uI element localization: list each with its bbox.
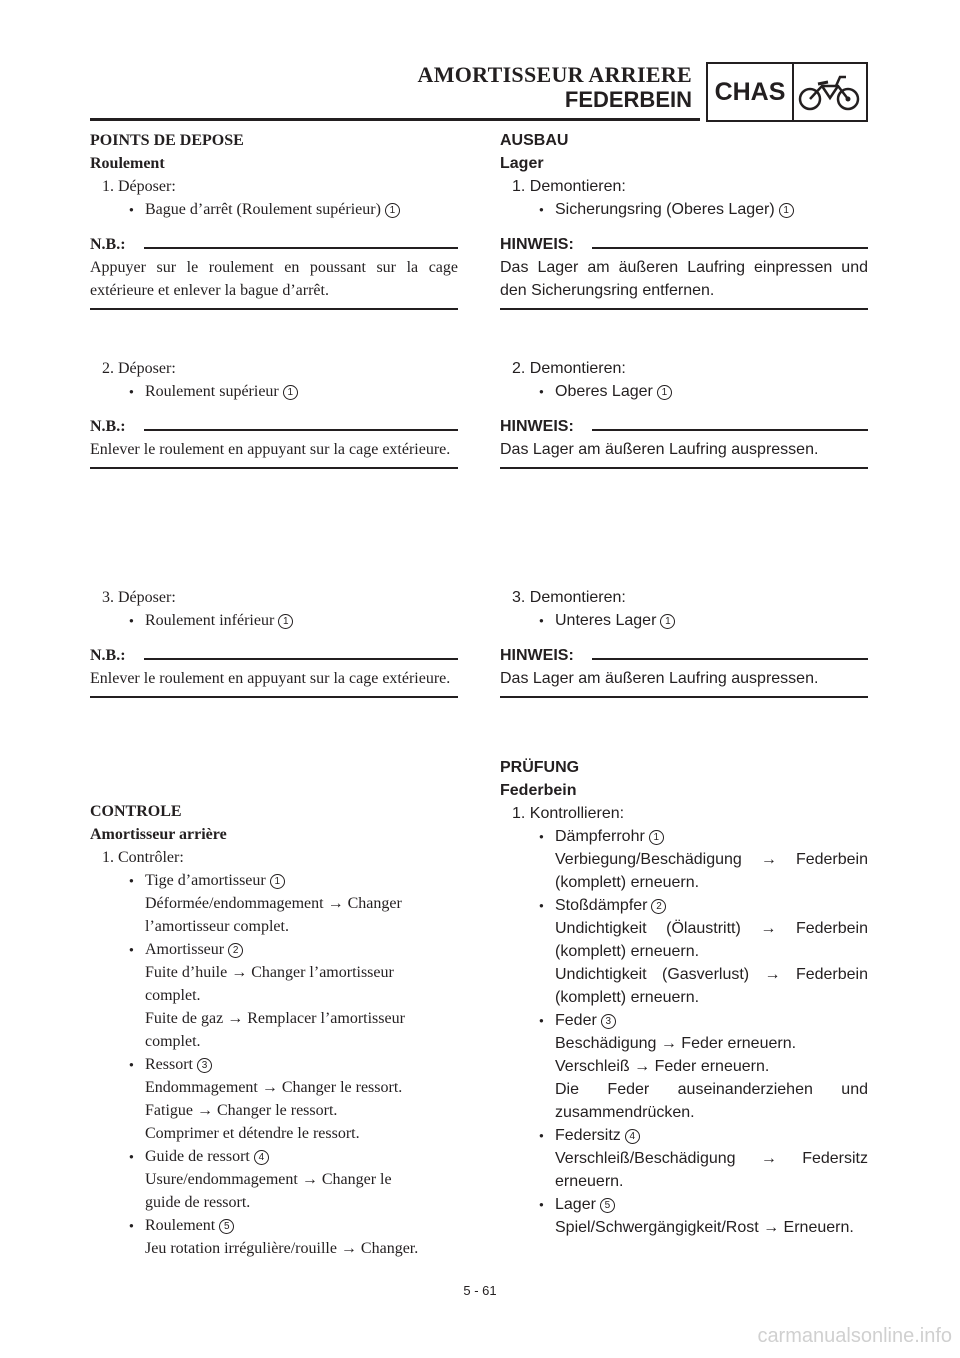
- check-text: Verschleiß → Feder erneuern.: [555, 1058, 770, 1075]
- removal-section-3: [500, 586, 868, 698]
- section-title: CONTROLE: [90, 803, 182, 820]
- check-text: Fuite de gaz → Remplacer l’amortisseur: [145, 1010, 405, 1027]
- note-text: Appuyer sur le roulement en poussant sur la cage extérieure et enlever la bague d’arrêt.: [90, 259, 458, 299]
- note-header: N.B.:: [90, 415, 458, 438]
- check-text: Jeu rotation irrégulière/rouille → Changer.: [145, 1240, 419, 1257]
- note-header: N.B.:: [90, 644, 458, 667]
- callout-number: 5: [219, 1219, 234, 1234]
- callout-number: 1: [779, 203, 794, 218]
- check-text: Undichtigkeit (Ölaustritt) → Federbein (komplett) erneuern.: [555, 920, 868, 960]
- check-text: Déformée/endommagement → Changer: [145, 895, 402, 912]
- check-section: [90, 800, 458, 1260]
- bullet-item: ● Lager 5: [500, 1193, 868, 1216]
- callout-number: 1: [649, 830, 664, 845]
- section-title: AUSBAU: [500, 132, 569, 149]
- bullet-item: ● Guide de ressort 4: [90, 1145, 458, 1168]
- bullet-item: ● Stoßdämpfer 2: [500, 894, 868, 917]
- check-text: Undichtigkeit (Gasverlust) → Federbein (komplett) erneuern.: [555, 966, 868, 1006]
- callout-number: 2: [651, 899, 666, 914]
- note-end-rule: [500, 696, 868, 698]
- callout-number: 1: [657, 385, 672, 400]
- step: 1. Kontrollieren:: [512, 805, 625, 822]
- note-text: Das Lager am äußeren Laufring einpressen und den Sicherungsring entfernen.: [500, 259, 868, 299]
- check-text: guide de ressort.: [145, 1194, 251, 1211]
- note-header: HINWEIS:: [500, 233, 868, 256]
- header-rule: [90, 118, 700, 121]
- callout-number: 4: [254, 1150, 269, 1165]
- callout-number: 1: [283, 385, 298, 400]
- check-text: complet.: [145, 1033, 201, 1050]
- check-text: Beschädigung → Feder erneuern.: [555, 1035, 797, 1052]
- check-text: Fatigue → Changer le ressort.: [145, 1102, 338, 1119]
- section-badge: [706, 62, 868, 122]
- bullet-item: ● Roulement 5: [90, 1214, 458, 1237]
- bullet-item: ● Oberes Lager 1: [500, 380, 868, 403]
- section-subtitle: Amortisseur arrière: [90, 826, 227, 843]
- callout-number: 1: [270, 874, 285, 889]
- bullet-item: ● Tige d’amortisseur 1: [90, 869, 458, 892]
- check-text: Usure/endommagement → Changer le: [145, 1171, 392, 1188]
- bullet-item: ● Sicherungsring (Oberes Lager) 1: [500, 198, 868, 221]
- note-header: HINWEIS:: [500, 415, 868, 438]
- callout-number: 3: [197, 1058, 212, 1073]
- bullet-item: ● Feder 3: [500, 1009, 868, 1032]
- check-text: Die Feder auseinanderziehen und zusammendrücken.: [555, 1081, 868, 1121]
- step: 3. Demontieren:: [512, 589, 626, 606]
- header-title-de: FEDERBEIN: [564, 87, 692, 112]
- note-end-rule: [500, 308, 868, 310]
- check-text: Endommagement → Changer le ressort.: [145, 1079, 403, 1096]
- note-end-rule: [90, 308, 458, 310]
- check-text: Verschleiß/Beschädigung → Federsitz erneuern.: [555, 1150, 868, 1190]
- callout-number: 4: [625, 1129, 640, 1144]
- callout-number: 1: [660, 614, 675, 629]
- note-text: Das Lager am äußeren Laufring auspressen.: [500, 441, 819, 458]
- bullet-item: ● Bague d’arrêt (Roulement supérieur) 1: [90, 198, 458, 221]
- check-text: complet.: [145, 987, 201, 1004]
- bullet-item: ● Unteres Lager 1: [500, 609, 868, 632]
- step: 2. Demontieren:: [512, 360, 626, 377]
- step: 1. Déposer:: [102, 178, 176, 195]
- step: 3. Déposer:: [102, 589, 176, 606]
- removal-section-1: [90, 129, 458, 310]
- check-text: Comprimer et détendre le ressort.: [145, 1125, 360, 1142]
- removal-section-3: [90, 586, 458, 698]
- bullet-item: ● Dämpferrohr 1: [500, 825, 868, 848]
- section-subtitle: Federbein: [500, 782, 577, 799]
- bullet-item: ● Amortisseur 2: [90, 938, 458, 961]
- note-header: HINWEIS:: [500, 644, 868, 667]
- callout-number: 1: [278, 614, 293, 629]
- bullet-item: ● Roulement inférieur 1: [90, 609, 458, 632]
- watermark: carmanualsonline.info: [757, 1325, 952, 1347]
- section-title: PRÜFUNG: [500, 759, 580, 776]
- callout-number: 1: [385, 203, 400, 218]
- page-number: 5 - 61: [463, 1283, 497, 1298]
- section-title: POINTS DE DEPOSE: [90, 132, 244, 149]
- note-text: Enlever le roulement en appuyant sur la cage extérieure.: [90, 670, 451, 687]
- step: 2. Déposer:: [102, 360, 176, 377]
- callout-number: 3: [601, 1014, 616, 1029]
- removal-section-2: [90, 357, 458, 469]
- note-end-rule: [90, 467, 458, 469]
- removal-section-2: [500, 357, 868, 469]
- check-text: Verbiegung/Beschädigung → Federbein (komplett) erneuern.: [555, 851, 868, 891]
- step: 1. Contrôler:: [102, 849, 184, 866]
- bullet-item: ● Federsitz 4: [500, 1124, 868, 1147]
- step: 1. Demontieren:: [512, 178, 626, 195]
- check-text: l’amortisseur complet.: [145, 918, 289, 935]
- check-text: Fuite d’huile → Changer l’amortisseur: [145, 964, 394, 981]
- section-subtitle: Roulement: [90, 155, 165, 172]
- section-subtitle: Lager: [500, 155, 544, 172]
- section-code: CHAS: [708, 64, 794, 120]
- note-end-rule: [90, 696, 458, 698]
- bullet-item: ● Ressort 3: [90, 1053, 458, 1076]
- callout-number: 2: [228, 943, 243, 958]
- callout-number: 5: [600, 1198, 615, 1213]
- note-header: N.B.:: [90, 233, 458, 256]
- check-section: [500, 756, 868, 1239]
- header-title-fr: AMORTISSEUR ARRIERE: [417, 62, 692, 87]
- check-text: Spiel/Schwergängigkeit/Rost → Erneuern.: [555, 1219, 854, 1236]
- note-end-rule: [500, 467, 868, 469]
- removal-section-1: [500, 129, 868, 310]
- note-text: Das Lager am äußeren Laufring auspressen.: [500, 670, 819, 687]
- bullet-item: ● Roulement supérieur 1: [90, 380, 458, 403]
- motorcycle-icon: [794, 68, 866, 116]
- note-text: Enlever le roulement en appuyant sur la cage extérieure.: [90, 441, 451, 458]
